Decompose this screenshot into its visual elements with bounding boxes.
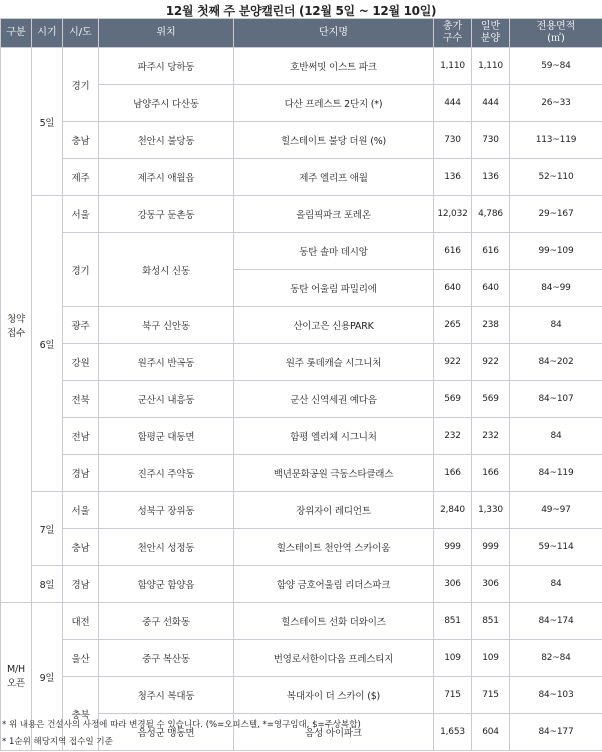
general-cell: 569 — [472, 381, 510, 418]
header-region: 시/도 — [63, 19, 99, 48]
general-cell: 616 — [472, 233, 510, 270]
subscription-calendar-table — [0, 18, 602, 751]
date-cell: 5일 — [32, 48, 63, 196]
general-cell: 730 — [472, 122, 510, 159]
region-cell: 서울 — [63, 196, 99, 233]
complex-cell: 함평 엘리체 시그니처 — [234, 418, 434, 455]
region-cell: 경기 — [63, 48, 99, 122]
general-cell: 851 — [472, 603, 510, 640]
area-cell: 84 — [510, 418, 602, 455]
table-row — [1, 233, 602, 270]
complex-cell: 함양 금호어울림 리더스파크 — [234, 566, 434, 603]
general-cell: 999 — [472, 529, 510, 566]
region-cell: 경남 — [63, 566, 99, 603]
complex-cell: 원주 롯데캐슬 시그니처 — [234, 344, 434, 381]
location-cell: 중구 복산동 — [99, 640, 234, 677]
general-cell: 1,110 — [472, 48, 510, 85]
total-cell: 444 — [434, 85, 472, 122]
table-row — [1, 455, 602, 492]
location-cell: 남양주시 다산동 — [99, 85, 234, 122]
calendar-title: 12월 첫째 주 분양캘린더 (12월 5일 ~ 12월 10일) — [165, 4, 437, 18]
total-cell: 715 — [434, 677, 472, 714]
location-cell: 천안시 성정동 — [99, 529, 234, 566]
complex-cell: 산이고은 신용PARK — [234, 307, 434, 344]
complex-cell: 다산 프레스트 2단지 (*) — [234, 85, 434, 122]
location-cell: 함평군 대동면 — [99, 418, 234, 455]
total-cell: 569 — [434, 381, 472, 418]
total-cell: 730 — [434, 122, 472, 159]
location-cell: 진주시 주약동 — [99, 455, 234, 492]
general-cell: 306 — [472, 566, 510, 603]
area-cell: 49~97 — [510, 492, 602, 529]
area-cell: 84~103 — [510, 677, 602, 714]
complex-cell: 동탄 솔마 데시앙 — [234, 233, 434, 270]
total-cell: 851 — [434, 603, 472, 640]
location-cell: 군산시 내흥동 — [99, 381, 234, 418]
area-cell: 26~33 — [510, 85, 602, 122]
region-cell: 충북 — [63, 677, 99, 751]
region-cell: 전북 — [63, 381, 99, 418]
location-cell: 원주시 반곡동 — [99, 344, 234, 381]
general-cell: 4,786 — [472, 196, 510, 233]
location-cell: 파주시 당하동 — [99, 48, 234, 85]
total-cell: 640 — [434, 270, 472, 307]
total-cell: 999 — [434, 529, 472, 566]
general-cell: 715 — [472, 677, 510, 714]
region-cell: 광주 — [63, 307, 99, 344]
complex-cell: 군산 신역세권 예다음 — [234, 381, 434, 418]
area-cell: 59~114 — [510, 529, 602, 566]
complex-cell: 힐스테이트 불당 더원 (%) — [234, 122, 434, 159]
location-cell: 강동구 둔촌동 — [99, 196, 234, 233]
area-cell: 84 — [510, 307, 602, 344]
area-cell: 84~177 — [510, 714, 602, 751]
region-cell: 울산 — [63, 640, 99, 677]
date-cell: 9일 — [32, 603, 63, 751]
table-row — [1, 640, 602, 677]
table-row — [1, 381, 602, 418]
table-row — [1, 48, 602, 85]
general-cell: 238 — [472, 307, 510, 344]
area-cell: 29~167 — [510, 196, 602, 233]
complex-cell: 복대자이 더 스카이 ($) — [234, 677, 434, 714]
area-cell: 99~109 — [510, 233, 602, 270]
complex-cell: 장위자이 레디언트 — [234, 492, 434, 529]
header-row — [1, 19, 602, 48]
general-cell: 640 — [472, 270, 510, 307]
total-cell: 922 — [434, 344, 472, 381]
table-row — [1, 603, 602, 640]
complex-cell: 음성 아이파크 — [234, 714, 434, 751]
header-complex: 단지명 — [234, 19, 434, 48]
general-cell: 136 — [472, 159, 510, 196]
table-row — [1, 196, 602, 233]
total-cell: 2,840 — [434, 492, 472, 529]
header-total-units: 총가 구수 — [434, 19, 472, 48]
location-cell: 음성군 맹동면 — [99, 714, 234, 751]
footnotes — [2, 717, 361, 751]
total-cell: 1,110 — [434, 48, 472, 85]
location-cell: 함양군 함양읍 — [99, 566, 234, 603]
total-cell: 166 — [434, 455, 472, 492]
date-cell: 7일 — [32, 492, 63, 566]
region-cell: 서울 — [63, 492, 99, 529]
complex-cell: 번영로서한이다음 프레스티지 — [234, 640, 434, 677]
general-cell: 166 — [472, 455, 510, 492]
area-cell: 84~119 — [510, 455, 602, 492]
total-cell: 1,653 — [434, 714, 472, 751]
general-cell: 109 — [472, 640, 510, 677]
header-area: 전용면적 (㎡) — [510, 19, 602, 48]
region-cell: 경기 — [63, 233, 99, 307]
area-cell: 82~84 — [510, 640, 602, 677]
table-row — [1, 307, 602, 344]
table-row — [1, 529, 602, 566]
total-cell: 306 — [434, 566, 472, 603]
location-cell: 제주시 애월읍 — [99, 159, 234, 196]
area-cell: 84~174 — [510, 603, 602, 640]
location-cell: 성북구 장위동 — [99, 492, 234, 529]
header-location: 위치 — [99, 19, 234, 48]
area-cell: 113~119 — [510, 122, 602, 159]
region-cell: 제주 — [63, 159, 99, 196]
region-cell: 전남 — [63, 418, 99, 455]
region-cell: 경남 — [63, 455, 99, 492]
header-general-units: 일반 분양 — [472, 19, 510, 48]
general-cell: 604 — [472, 714, 510, 751]
table-row — [1, 159, 602, 196]
total-cell: 265 — [434, 307, 472, 344]
group-mh-open: M/H 오픈 — [1, 603, 32, 751]
complex-cell: 동탄 어울림 파밀리에 — [234, 270, 434, 307]
area-cell: 59~84 — [510, 48, 602, 85]
table-row — [1, 492, 602, 529]
location-cell: 청주시 복대동 — [99, 677, 234, 714]
location-cell: 화성시 신동 — [99, 233, 234, 307]
complex-cell: 제주 엘리프 애월 — [234, 159, 434, 196]
total-cell: 109 — [434, 640, 472, 677]
date-cell: 8일 — [32, 566, 63, 603]
header-date: 시기 — [32, 19, 63, 48]
complex-cell: 힐스테이트 선화 더와이즈 — [234, 603, 434, 640]
region-cell: 강원 — [63, 344, 99, 381]
table-row — [1, 344, 602, 381]
table-row — [1, 566, 602, 603]
general-cell: 232 — [472, 418, 510, 455]
footnote-legend: * 위 내용은 건설사의 사정에 따라 변경될 수 있습니다. (%=오피스텔, *=영구임대, $=주상복합) — [2, 720, 361, 730]
total-cell: 616 — [434, 233, 472, 270]
table-row — [1, 677, 602, 714]
table-row — [1, 418, 602, 455]
location-cell: 북구 신안동 — [99, 307, 234, 344]
complex-cell: 올림픽파크 포레온 — [234, 196, 434, 233]
table-row — [1, 122, 602, 159]
area-cell: 84~107 — [510, 381, 602, 418]
total-cell: 136 — [434, 159, 472, 196]
total-cell: 12,032 — [434, 196, 472, 233]
location-cell: 천안시 불당동 — [99, 122, 234, 159]
group-subscription: 청약 접수 — [1, 48, 32, 603]
general-cell: 1,330 — [472, 492, 510, 529]
general-cell: 444 — [472, 85, 510, 122]
general-cell: 922 — [472, 344, 510, 381]
area-cell: 84~202 — [510, 344, 602, 381]
area-cell: 84~99 — [510, 270, 602, 307]
region-cell: 충남 — [63, 529, 99, 566]
location-cell: 중구 선화동 — [99, 603, 234, 640]
complex-cell: 호반써밋 이스트 파크 — [234, 48, 434, 85]
complex-cell: 힐스테이트 천안역 스카이움 — [234, 529, 434, 566]
region-cell: 대전 — [63, 603, 99, 640]
area-cell: 52~110 — [510, 159, 602, 196]
header-type: 구분 — [1, 19, 32, 48]
region-cell: 충남 — [63, 122, 99, 159]
date-cell: 6일 — [32, 196, 63, 492]
complex-cell: 백년문화공원 극동스타클래스 — [234, 455, 434, 492]
area-cell: 84 — [510, 566, 602, 603]
total-cell: 232 — [434, 418, 472, 455]
footnote-basis: * 1순위 해당지역 접수일 기준 — [2, 737, 113, 747]
